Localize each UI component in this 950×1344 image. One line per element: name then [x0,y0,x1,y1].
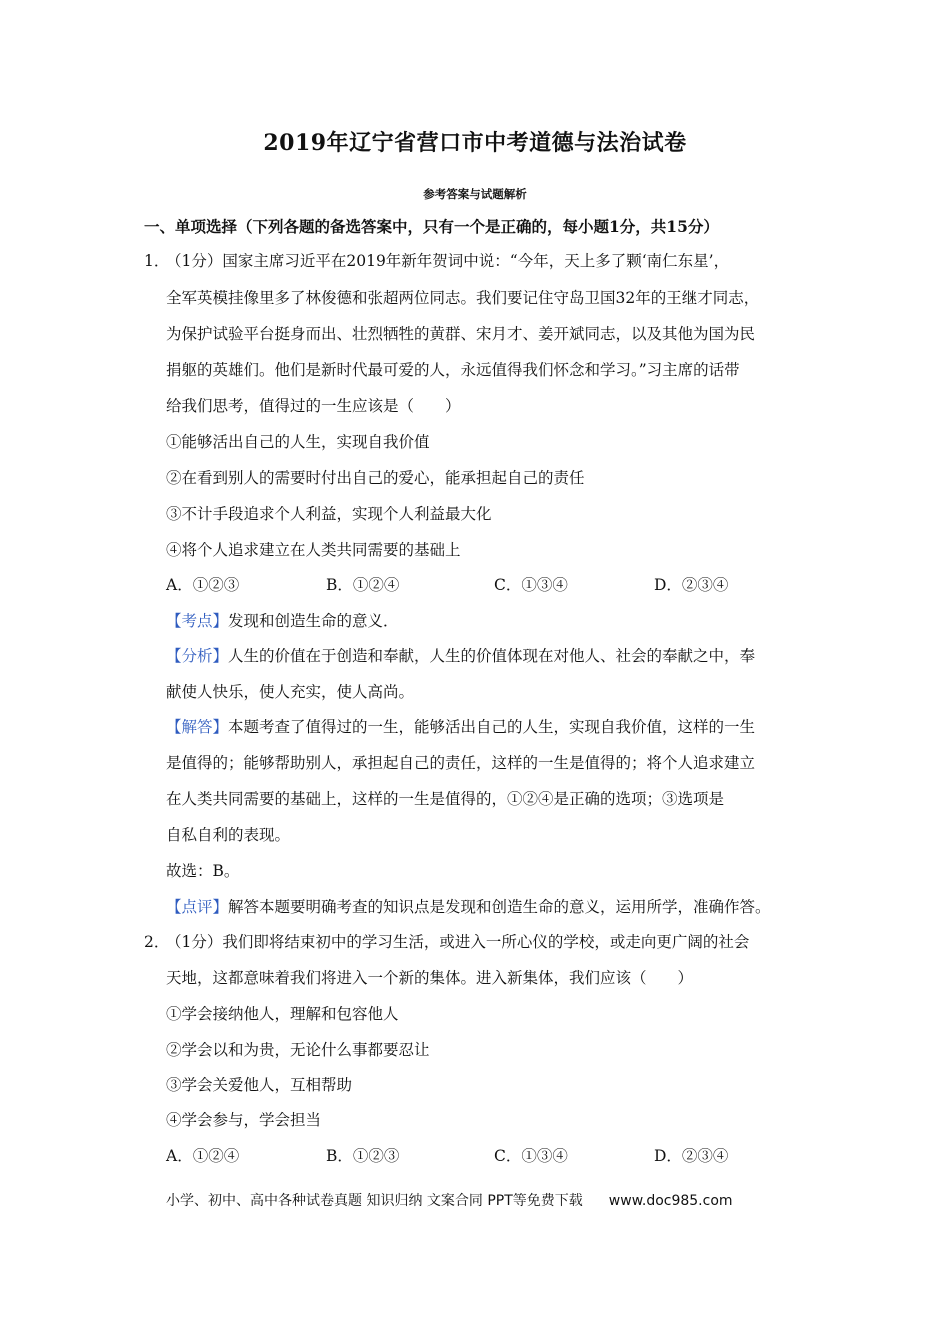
footer-text: 小学、初中、高中各种试卷真题 知识归纳 文案合同 PPT等免费下载 [166,1193,583,1209]
fenxi-text: 献使人快乐，使人充实，使人高尚。 [166,683,415,701]
statement-item: ①能够活出自己的人生，实现自我价值 [166,433,430,451]
question-text-line: （1分）我们即将结束初中的学习生活，或进入一所心仪的学校，或走向更广阔的社会 [166,933,750,951]
option-a: A．①②③ [166,576,240,594]
question-text-line: 天地，这都意味着我们将进入一个新的集体。进入新集体，我们应该（ ） [166,969,694,987]
section-heading: 一、单项选择（下列各题的备选答案中，只有一个是正确的，每小题1分，共15分） [144,217,719,236]
statement-item: ③学会关爱他人，互相帮助 [166,1076,353,1094]
question-text-line: 捐躯的英雄们。他们是新时代最可爱的人，永远值得我们怀念和学习。”习主席的话带 [166,361,740,379]
footer-url-link[interactable]: www.doc985.com [608,1193,733,1209]
statement-item: ②学会以和为贵，无论什么事都要忍让 [166,1041,430,1059]
kaodian-tag: 【考点】 [166,612,229,630]
dianping-tag: 【点评】 [166,898,229,916]
jieda-text: 自私自利的表现。 [166,826,291,844]
statement-item: ②在看到别人的需要时付出自己的爱心，能承担起自己的责任 [166,469,585,487]
fenxi-line [166,645,755,667]
option-d: D．②③④ [654,1147,729,1165]
jieda-tag: 【解答】 [166,718,229,736]
statement-item: ④将个人追求建立在人类共同需要的基础上 [166,541,461,559]
jieda-text: 在人类共同需要的基础上，这样的一生是值得的，①②④是正确的选项；③选项是 [166,790,725,808]
question-text-line: 为保护试验平台挺身而出、壮烈牺牲的黄群、宋月才、姜开斌同志，以及其他为国为民 [166,325,756,343]
jieda-text: 是值得的；能够帮助别人，承担起自己的责任，这样的一生是值得的；将个人追求建立 [166,754,756,772]
question-text-line: 给我们思考，值得过的一生应该是（ ） [166,397,461,415]
option-c: C．①③④ [494,576,568,594]
dianping-text: 解答本题要明确考查的知识点是发现和创造生命的意义，运用所学，准确作答。 [228,898,771,916]
jieda-text: 本题考查了值得过的一生，能够活出自己的人生，实现自我价值，这样的一生 [228,718,756,736]
kaodian-line [166,610,399,632]
option-d: D．②③④ [654,576,729,594]
page-title: 2019年辽宁省营口市中考道德与法治试卷 [263,130,687,156]
question-number: 1． [144,252,170,270]
question-number: 2． [144,933,170,951]
option-b: B．①②③ [326,1147,400,1165]
question-text-line: （1分）国家主席习近平在2019年新年贺词中说：“今年，天上多了颗‘南仁东星’， [166,252,730,270]
kaodian-text: 发现和创造生命的意义． [228,612,399,630]
page-subtitle: 参考答案与试题解析 [423,187,527,201]
fenxi-tag: 【分析】 [166,647,229,665]
dianping-line [166,896,771,918]
statement-item: ④学会参与，学会担当 [166,1111,322,1129]
option-b: B．①②④ [326,576,400,594]
statement-item: ③不计手段追求个人利益，实现个人利益最大化 [166,505,492,523]
jieda-line [166,716,755,738]
page-footer [166,1190,733,1210]
answer-text: 故选：B。 [166,862,240,880]
option-c: C．①③④ [494,1147,568,1165]
fenxi-text: 人生的价值在于创造和奉献，人生的价值体现在对他人、社会的奉献之中，奉 [228,647,756,665]
statement-item: ①学会接纳他人，理解和包容他人 [166,1005,399,1023]
question-text-line: 全军英模挂像里多了林俊德和张超两位同志。我们要记住守岛卫国32年的王继才同志， [166,289,760,307]
option-a: A．①②④ [166,1147,240,1165]
